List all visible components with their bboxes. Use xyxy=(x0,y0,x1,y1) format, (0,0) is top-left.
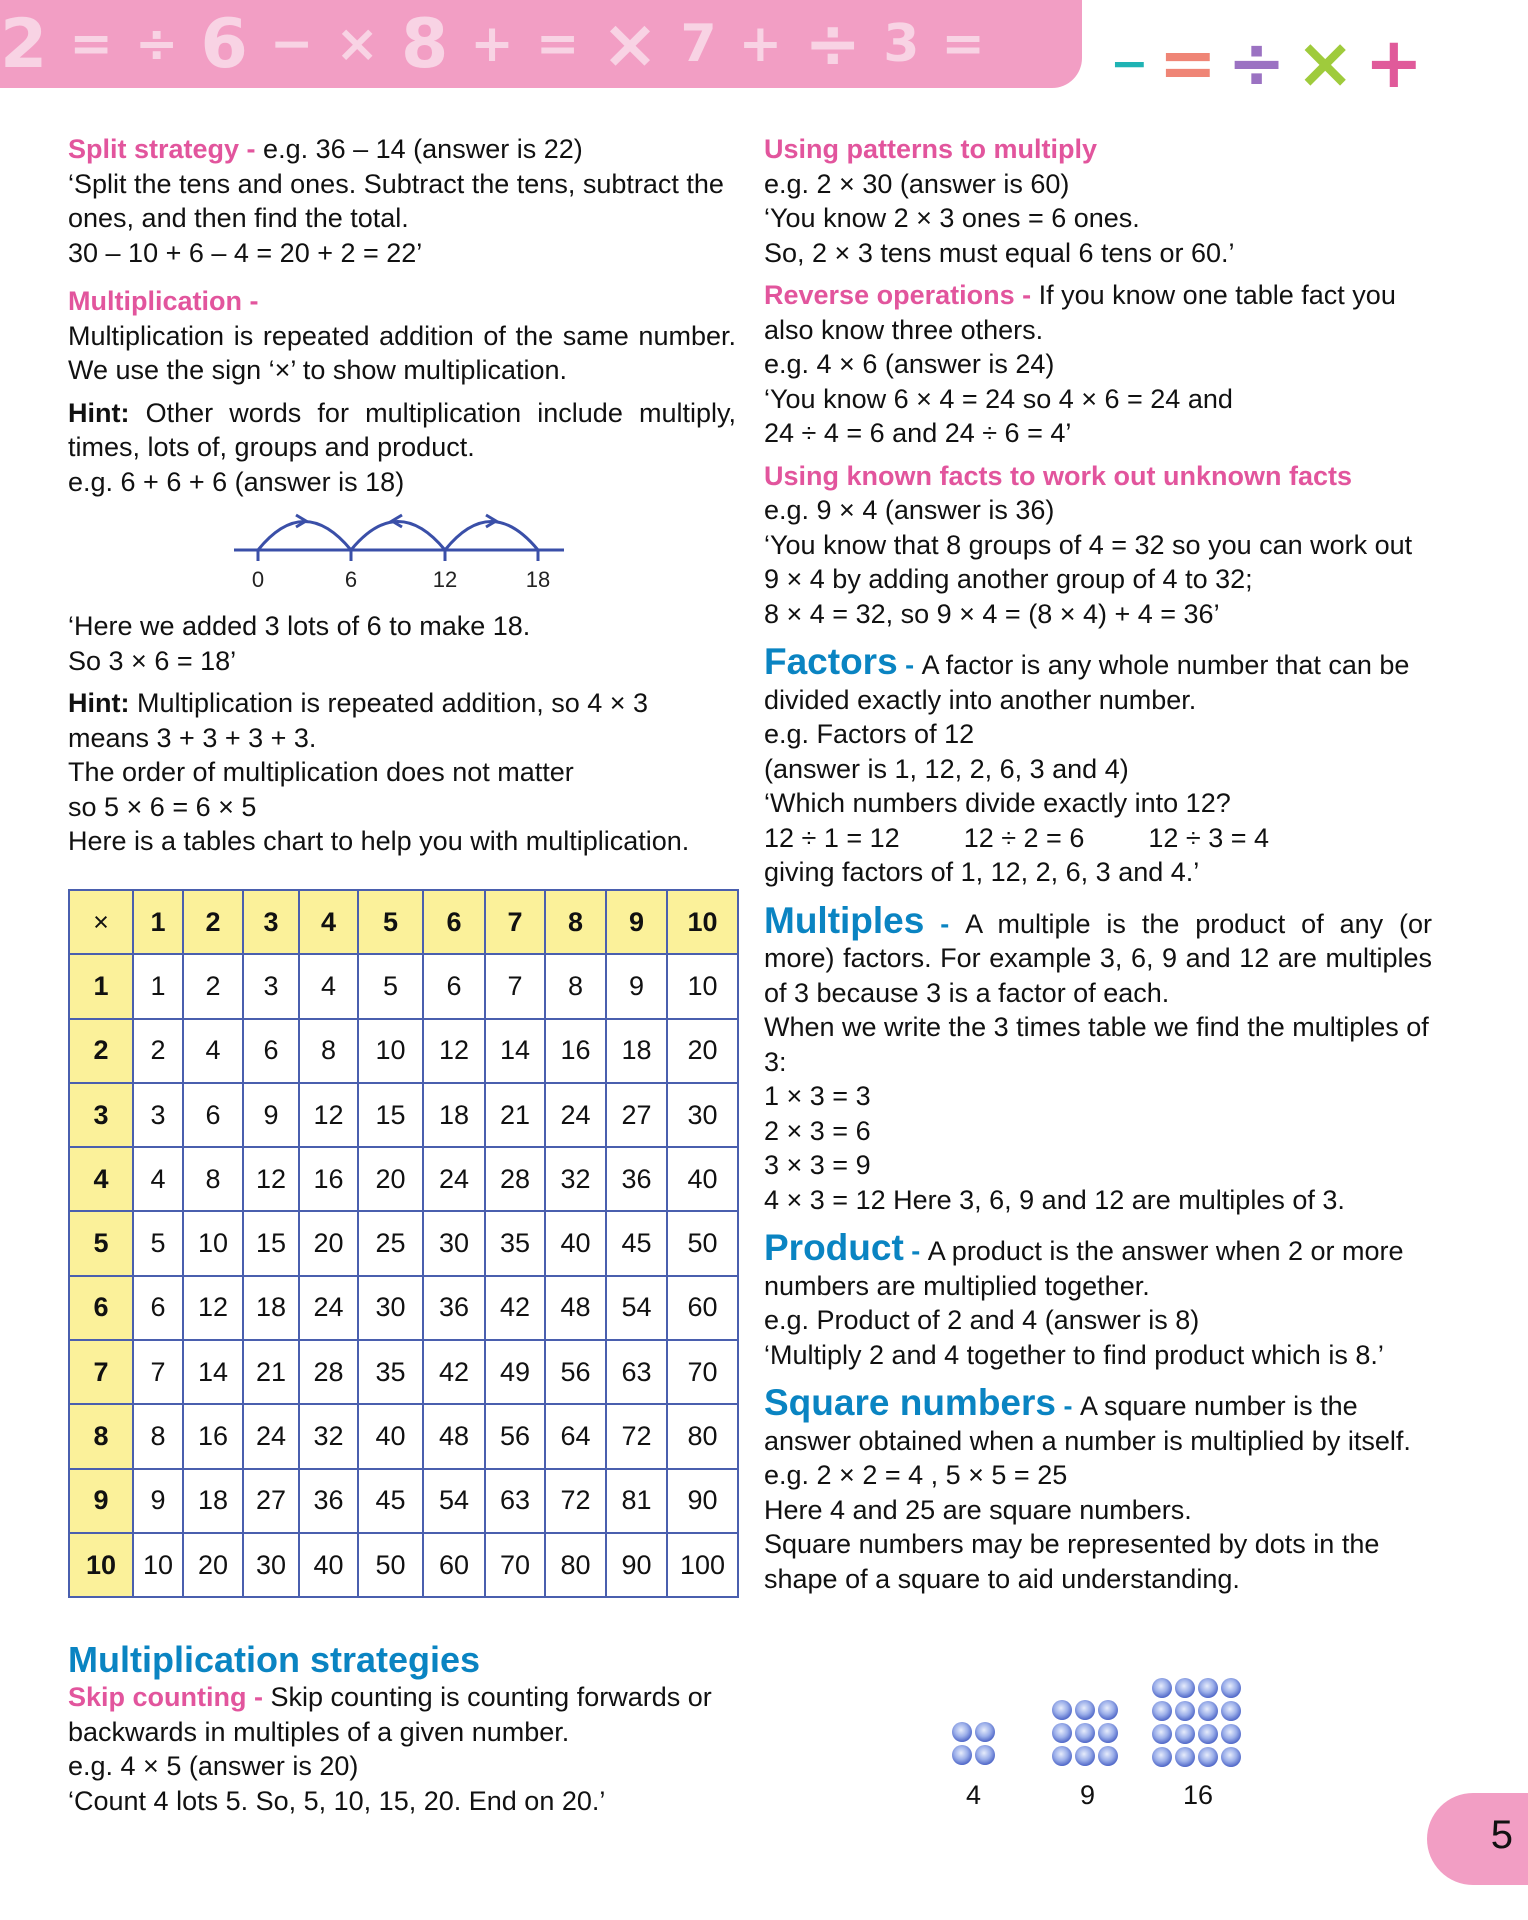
dot-icon xyxy=(1221,1747,1241,1767)
table-cell: 70 xyxy=(485,1533,545,1597)
patterns-title: Using patterns to multiply xyxy=(764,134,1098,164)
table-cell: 18 xyxy=(243,1276,299,1340)
table-cell: 35 xyxy=(358,1340,423,1404)
table-cell: 27 xyxy=(243,1469,299,1533)
table-cell: 36 xyxy=(299,1469,358,1533)
tables-chart-intro: Here is a tables chart to help you with multiplication. xyxy=(68,826,690,856)
known-facts-line: 8 × 4 = 32, so 9 × 4 = (8 × 4) + 4 = 36’ xyxy=(764,598,1220,629)
table-cell: 10 xyxy=(133,1533,183,1597)
multiples-text: A multiple is the product of any (or more) factors. For example 3, 6, 9 and 12 are multiples of 3 because 3 is a factor of each. xyxy=(764,908,1432,1008)
table-cell: 100 xyxy=(667,1533,738,1597)
square-numbers-text: A square number is the answer obtained when a number is multiplied by itself. xyxy=(764,1391,1411,1456)
left-column xyxy=(68,132,736,859)
table-cell: 35 xyxy=(485,1211,545,1275)
reverse-line: ‘You know 6 × 4 = 24 so 4 × 6 = 24 and xyxy=(764,383,1233,414)
table-cell: 40 xyxy=(299,1533,358,1597)
banner-glyph: = xyxy=(941,14,989,74)
math-symbols-decoration xyxy=(1110,22,1424,104)
dots-4x4-icon xyxy=(1152,1678,1241,1767)
table-cell: 54 xyxy=(423,1469,485,1533)
product-line: e.g. Product of 2 and 4 (answer is 8) xyxy=(764,1305,1200,1335)
skip-counting-example: e.g. 4 × 5 (answer is 20) xyxy=(68,1751,359,1781)
multiples-paragraph: Multiples - A multiple is the product of any (or more) factors. For example 3, 6, 9 and 12 are multiples of 3 because 3 is a factor of each. xyxy=(764,899,1432,1008)
square-numbers-line: Here 4 and 25 are square numbers. xyxy=(764,1494,1192,1525)
table-cell: 18 xyxy=(183,1469,243,1533)
numberline-explanation-1: ‘Here we added 3 lots of 6 to make 18. xyxy=(68,611,531,641)
hint-label: Hint: xyxy=(68,397,130,428)
table-column-header: 5 xyxy=(358,890,423,954)
table-column-header: 6 xyxy=(423,890,485,954)
table-cell: 12 xyxy=(423,1019,485,1083)
tick-label-12: 12 xyxy=(432,567,458,592)
table-cell: 64 xyxy=(545,1404,606,1468)
dot-icon xyxy=(1098,1746,1118,1766)
patterns-line: e.g. 2 × 30 (answer is 60) xyxy=(764,168,1070,199)
dot-icon xyxy=(1175,1724,1195,1744)
dots-3x3-icon xyxy=(1052,1700,1118,1766)
table-row-header: 3 xyxy=(69,1083,133,1147)
banner-glyph: 3 xyxy=(883,14,924,74)
table-row xyxy=(69,1211,738,1275)
dots-label-9: 9 xyxy=(1080,1780,1096,1810)
dot-icon xyxy=(1152,1724,1172,1744)
table-cell: 6 xyxy=(183,1083,243,1147)
table-cell: 3 xyxy=(243,954,299,1018)
table-cell: 45 xyxy=(606,1211,667,1275)
strategies-heading: Multiplication strategies xyxy=(68,1639,481,1680)
product-line: ‘Multiply 2 and 4 together to find product which is 8.’ xyxy=(764,1339,1384,1370)
table-header-row xyxy=(69,890,738,954)
dot-icon xyxy=(1221,1724,1241,1744)
number-line-diagram xyxy=(68,499,736,609)
dot-icon xyxy=(1198,1747,1218,1767)
dots-label-16: 16 xyxy=(1183,1780,1214,1810)
table-cell: 20 xyxy=(667,1019,738,1083)
known-facts-title: Using known facts to work out unknown facts xyxy=(764,460,1353,491)
table-column-header: 1 xyxy=(133,890,183,954)
table-cell: 24 xyxy=(545,1083,606,1147)
reverse-operations-text: If you know one table fact you also know three others. xyxy=(764,280,1396,345)
banner-glyph: 2 xyxy=(0,4,52,84)
dot-icon xyxy=(1175,1701,1195,1721)
multiplication-hint-2 xyxy=(68,686,736,755)
table-cell: 1 xyxy=(133,954,183,1018)
table-cell: 28 xyxy=(485,1147,545,1211)
split-strategy-explanation: ‘Split the tens and ones. Subtract the tens, subtract the ones, and then find the total. xyxy=(68,168,724,233)
banner-glyph: × xyxy=(601,4,663,84)
table-row xyxy=(69,1533,738,1597)
divide-icon: ÷ xyxy=(1227,22,1286,104)
reverse-line: e.g. 4 × 6 (answer is 24) xyxy=(764,349,1055,379)
table-cell: 27 xyxy=(606,1083,667,1147)
reverse-operations-title: Reverse operations - xyxy=(764,280,1032,310)
banner-glyph: + xyxy=(738,14,787,74)
factors-closing: giving factors of 1, 12, 2, 6, 3 and 4.’ xyxy=(764,857,1200,887)
order-line-1: The order of multiplication does not matter xyxy=(68,757,574,787)
multiplication-strategies-section xyxy=(68,1640,736,1818)
table-cell: 7 xyxy=(133,1340,183,1404)
table-cell: 20 xyxy=(358,1147,423,1211)
tick-label-18: 18 xyxy=(525,567,551,592)
table-cell: 56 xyxy=(485,1404,545,1468)
table-cell: 63 xyxy=(485,1469,545,1533)
table-cell: 10 xyxy=(358,1019,423,1083)
dot-icon xyxy=(1098,1700,1118,1720)
banner-glyph: 6 xyxy=(200,4,252,84)
table-cell: 30 xyxy=(667,1083,738,1147)
reverse-operations-paragraph xyxy=(764,278,1432,347)
table-row xyxy=(69,1019,738,1083)
table-column-header: 10 xyxy=(667,890,738,954)
table-cell: 3 xyxy=(133,1083,183,1147)
page-number-tab xyxy=(1427,1793,1528,1885)
numberline-explanation-2: So 3 × 6 = 18’ xyxy=(68,645,237,676)
table-cell: 63 xyxy=(606,1340,667,1404)
table-cell: 54 xyxy=(606,1276,667,1340)
table-row-header: 7 xyxy=(69,1340,133,1404)
table-cell: 20 xyxy=(299,1211,358,1275)
table-cell: 40 xyxy=(358,1404,423,1468)
table-cell: 30 xyxy=(243,1533,299,1597)
header-banner xyxy=(0,0,1082,88)
table-cell: 12 xyxy=(183,1276,243,1340)
table-cell: 36 xyxy=(423,1276,485,1340)
table-column-header: 4 xyxy=(299,890,358,954)
table-cell: 8 xyxy=(133,1404,183,1468)
multiples-line: 4 × 3 = 12 Here 3, 6, 9 and 12 are multiples of 3. xyxy=(764,1184,1345,1215)
table-cell: 5 xyxy=(358,954,423,1018)
banner-glyph: 8 xyxy=(400,4,453,84)
table-cell: 32 xyxy=(545,1147,606,1211)
square-numbers-paragraph: Square numbers - A square number is the answer obtained when a number is multiplied by itself. xyxy=(764,1382,1411,1456)
table-row xyxy=(69,1147,738,1211)
table-cell: 14 xyxy=(183,1340,243,1404)
dot-icon xyxy=(1075,1723,1095,1743)
table-cell: 70 xyxy=(667,1340,738,1404)
table-cell: 60 xyxy=(667,1276,738,1340)
table-cell: 14 xyxy=(485,1019,545,1083)
table-row-header: 5 xyxy=(69,1211,133,1275)
table-row-header: 2 xyxy=(69,1019,133,1083)
table-cell: 56 xyxy=(545,1340,606,1404)
banner-glyph: ÷ xyxy=(134,14,183,74)
dot-icon xyxy=(1221,1678,1241,1698)
product-title: Product xyxy=(764,1227,904,1268)
multiplication-hint-1 xyxy=(68,396,736,465)
skip-counting-paragraph xyxy=(68,1680,736,1749)
table-cell: 32 xyxy=(299,1404,358,1468)
table-cell: 50 xyxy=(667,1211,738,1275)
factors-line: ‘Which numbers divide exactly into 12? xyxy=(764,788,1231,818)
dot-icon xyxy=(1198,1678,1218,1698)
table-cell: 10 xyxy=(183,1211,243,1275)
dot-icon xyxy=(1075,1746,1095,1766)
table-cell: 72 xyxy=(545,1469,606,1533)
table-row-header: 8 xyxy=(69,1404,133,1468)
table-row-header: 9 xyxy=(69,1469,133,1533)
patterns-line: ‘You know 2 × 3 ones = 6 ones. xyxy=(764,203,1140,233)
table-column-header: 2 xyxy=(183,890,243,954)
table-cell: 90 xyxy=(667,1469,738,1533)
plus-icon: + xyxy=(1364,22,1424,104)
multiples-title: Multiples xyxy=(764,899,925,941)
dot-icon xyxy=(1052,1700,1072,1720)
table-column-header: 8 xyxy=(545,890,606,954)
skip-counting-text: Skip counting is counting forwards or backwards in multiples of a given number. xyxy=(68,1682,712,1747)
table-cell: 25 xyxy=(358,1211,423,1275)
split-strategy-title: Split strategy - xyxy=(68,134,256,164)
dot-icon xyxy=(1152,1747,1172,1767)
table-cell: 15 xyxy=(243,1211,299,1275)
table-cell: 8 xyxy=(299,1019,358,1083)
factors-title: Factors xyxy=(764,641,898,682)
table-cell: 16 xyxy=(183,1404,243,1468)
table-cell: 24 xyxy=(243,1404,299,1468)
table-cell: 60 xyxy=(423,1533,485,1597)
dot-icon xyxy=(1052,1723,1072,1743)
banner-glyph: × xyxy=(335,14,383,74)
product-text: A product is the answer when 2 or more numbers are multiplied together. xyxy=(764,1236,1404,1301)
dot-icon xyxy=(1198,1701,1218,1721)
right-column xyxy=(764,132,1432,1596)
table-row-header: 4 xyxy=(69,1147,133,1211)
table-cell: 16 xyxy=(545,1019,606,1083)
patterns-line: So, 2 × 3 tens must equal 6 tens or 60.’ xyxy=(764,237,1235,268)
table-cell: 18 xyxy=(423,1083,485,1147)
multiples-line: 2 × 3 = 6 xyxy=(764,1115,871,1146)
table-cell: 8 xyxy=(183,1147,243,1211)
number-line-jumps-icon xyxy=(234,505,654,605)
split-strategy-example: e.g. 36 – 14 (answer is 22) xyxy=(255,134,583,164)
table-cell: 7 xyxy=(485,954,545,1018)
table-cell: 18 xyxy=(606,1019,667,1083)
table-cell: 40 xyxy=(545,1211,606,1275)
factors-paragraph: Factors - A factor is any whole number that can be divided exactly into another number. xyxy=(764,641,1410,715)
table-row xyxy=(69,1404,738,1468)
table-cell: 81 xyxy=(606,1469,667,1533)
table-cell: 6 xyxy=(423,954,485,1018)
table-cell: 72 xyxy=(606,1404,667,1468)
table-cell: 9 xyxy=(606,954,667,1018)
multiplication-title: Multiplication - xyxy=(68,286,259,316)
table-cell: 2 xyxy=(183,954,243,1018)
table-cell: 15 xyxy=(358,1083,423,1147)
dot-icon xyxy=(1052,1746,1072,1766)
dots-label-4: 4 xyxy=(966,1780,982,1810)
hint-label: Hint: xyxy=(68,688,130,718)
factors-line: e.g. Factors of 12 xyxy=(764,719,975,749)
table-row xyxy=(69,954,738,1018)
split-strategy-equation: 30 – 10 + 6 – 4 = 20 + 2 = 22’ xyxy=(68,237,423,268)
factors-text: A factor is any whole number that can be divided exactly into another number. xyxy=(764,650,1410,715)
table-column-header: 3 xyxy=(243,890,299,954)
tick-label-0: 0 xyxy=(251,567,265,592)
table-row xyxy=(69,1469,738,1533)
table-cell: 24 xyxy=(299,1276,358,1340)
factors-line: (answer is 1, 12, 2, 6, 3 and 4) xyxy=(764,753,1129,784)
product-paragraph: Product - A product is the answer when 2 or more numbers are multiplied together. xyxy=(764,1227,1404,1301)
dot-icon xyxy=(1098,1723,1118,1743)
square-numbers-title: Square numbers xyxy=(764,1382,1056,1423)
minus-icon: − xyxy=(1110,36,1149,90)
order-line-2: so 5 × 6 = 6 × 5 xyxy=(68,791,257,822)
dot-icon xyxy=(975,1745,995,1765)
dots-2x2-icon xyxy=(952,1722,995,1765)
dot-icon xyxy=(1152,1701,1172,1721)
table-cell: 80 xyxy=(667,1404,738,1468)
dot-icon xyxy=(1152,1678,1172,1698)
table-cell: 4 xyxy=(299,954,358,1018)
banner-glyph: − xyxy=(269,14,318,74)
square-numbers-line: e.g. 2 × 2 = 4 , 5 × 5 = 25 xyxy=(764,1460,1068,1490)
multiples-line: When we write the 3 times table we find the multiples of 3: xyxy=(764,1012,1429,1077)
table-cell: 12 xyxy=(299,1083,358,1147)
table-cell: 90 xyxy=(606,1533,667,1597)
table-row xyxy=(69,1083,738,1147)
banner-glyph: 7 xyxy=(680,14,721,74)
multiples-line: 1 × 3 = 3 xyxy=(764,1081,871,1111)
table-cell: 9 xyxy=(133,1469,183,1533)
table-cell: 40 xyxy=(667,1147,738,1211)
table-row-header: 1 xyxy=(69,954,133,1018)
split-strategy-section xyxy=(68,132,736,167)
multiplication-definition: Multiplication is repeated addition of the same number. We use the sign ‘×’ to show multiplication. xyxy=(68,320,736,385)
table-row xyxy=(69,1340,738,1404)
table-cell: 12 xyxy=(243,1147,299,1211)
square-number-dots-diagram xyxy=(930,1670,1270,1820)
skip-counting-title: Skip counting - xyxy=(68,1682,263,1712)
table-cell: 20 xyxy=(183,1533,243,1597)
dot-icon xyxy=(952,1722,972,1742)
table-row xyxy=(69,1276,738,1340)
table-cell: 16 xyxy=(299,1147,358,1211)
tick-label-6: 6 xyxy=(344,567,358,592)
banner-glyph: = xyxy=(535,14,584,74)
table-cell: 42 xyxy=(485,1276,545,1340)
table-cell: 21 xyxy=(243,1340,299,1404)
times-icon: × xyxy=(1295,22,1355,104)
table-cell: 10 xyxy=(667,954,738,1018)
table-corner-times: × xyxy=(69,890,133,954)
table-cell: 9 xyxy=(243,1083,299,1147)
factors-divisions: 12 ÷ 1 = 12 12 ÷ 2 = 6 12 ÷ 3 = 4 xyxy=(764,822,1269,853)
table-cell: 28 xyxy=(299,1340,358,1404)
table-cell: 5 xyxy=(133,1211,183,1275)
known-facts-line: ‘You know that 8 groups of 4 = 32 so you can work out 9 × 4 by adding another group of 4 to 32; xyxy=(764,529,1413,594)
banner-glyph: ÷ xyxy=(804,4,866,84)
dot-icon xyxy=(1175,1747,1195,1767)
dot-icon xyxy=(1221,1701,1241,1721)
table-cell: 48 xyxy=(423,1404,485,1468)
dot-icon xyxy=(975,1722,995,1742)
dot-icon xyxy=(1175,1678,1195,1698)
table-cell: 8 xyxy=(545,954,606,1018)
table-cell: 6 xyxy=(133,1276,183,1340)
reverse-line: 24 ÷ 4 = 6 and 24 ÷ 6 = 4’ xyxy=(764,418,1072,448)
square-numbers-line: Square numbers may be represented by dots in the shape of a square to aid understanding. xyxy=(764,1529,1380,1594)
table-cell: 30 xyxy=(358,1276,423,1340)
known-facts-line: e.g. 9 × 4 (answer is 36) xyxy=(764,495,1055,525)
dot-icon xyxy=(1198,1724,1218,1744)
table-cell: 36 xyxy=(606,1147,667,1211)
dot-icon xyxy=(1075,1700,1095,1720)
table-cell: 21 xyxy=(485,1083,545,1147)
page-number: 5 xyxy=(1490,1813,1513,1857)
banner-glyph: = xyxy=(69,14,117,74)
banner-glyph: + xyxy=(470,14,518,74)
table-cell: 45 xyxy=(358,1469,423,1533)
table-cell: 48 xyxy=(545,1276,606,1340)
dot-icon xyxy=(952,1745,972,1765)
table-cell: 80 xyxy=(545,1533,606,1597)
table-cell: 4 xyxy=(133,1147,183,1211)
banner-math-glyphs xyxy=(0,0,989,88)
table-cell: 24 xyxy=(423,1147,485,1211)
table-cell: 42 xyxy=(423,1340,485,1404)
multiplication-example: e.g. 6 + 6 + 6 (answer is 18) xyxy=(68,466,405,497)
table-row-header: 6 xyxy=(69,1276,133,1340)
table-cell: 4 xyxy=(183,1019,243,1083)
equals-icon: = xyxy=(1158,22,1218,104)
skip-counting-explanation: ‘Count 4 lots 5. So, 5, 10, 15, 20. End on 20.’ xyxy=(68,1785,606,1816)
table-cell: 2 xyxy=(133,1019,183,1083)
table-column-header: 7 xyxy=(485,890,545,954)
table-cell: 6 xyxy=(243,1019,299,1083)
table-cell: 49 xyxy=(485,1340,545,1404)
table-column-header: 9 xyxy=(606,890,667,954)
hint-text: Other words for multiplication include multiply, times, lots of, groups and product. xyxy=(68,397,736,462)
table-row-header: 10 xyxy=(69,1533,133,1597)
multiplication-table xyxy=(68,889,739,1598)
multiples-line: 3 × 3 = 9 xyxy=(764,1150,871,1180)
table-cell: 30 xyxy=(423,1211,485,1275)
hint-text: Multiplication is repeated addition, so 4 × 3 means 3 + 3 + 3 + 3. xyxy=(68,688,649,753)
table-cell: 50 xyxy=(358,1533,423,1597)
